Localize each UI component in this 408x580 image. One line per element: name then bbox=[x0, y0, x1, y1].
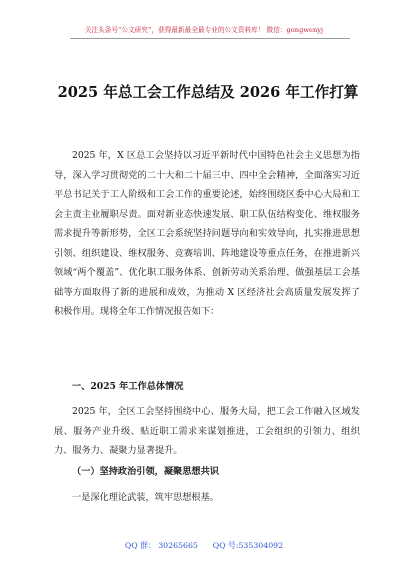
header-divider bbox=[70, 38, 350, 39]
subsection-heading: （一）坚持政治引领，凝聚思想共识 bbox=[72, 466, 219, 477]
subsection-paragraph: 一是深化理论武装，筑牢思想根基。 bbox=[72, 492, 219, 503]
header-promo-note: 关注头条号“公文研究”，获得最新最全最专业的公文资料库！ 微信：gongwenyj bbox=[84, 26, 324, 34]
footer-contact-info: QQ 群： 30265665 QQ 号:535304092 bbox=[124, 541, 284, 550]
intro-paragraph: 2025 年，X 区总工会坚持以习近平新时代中国特色社会主义思想为指导，深入学习贯彻党的二十大和二十届三中、四中全会精神，全面落实习近平总书记关于工人阶级和工会工作的重要论述，始终围绕区委中心大局和工会主责主业履职尽责。面对新业态快速发展、职工队伍结构变化、维权服务需求提升等新形势，全区工会系统坚持问题导向和实效导向，扎实推进思想引领、组织建设、维权服务、竞赛培训、阵地建设等重点任务，在推进新兴领域“两个覆盖”、优化职工服务体系、创新劳动关系治理、做强基层工会基础等方面取得了新的进展和成效，为推动 X 区经济社会高质量发展发挥了积极作用。现将全年工作情况报告如下： bbox=[54, 150, 360, 317]
section-paragraph: 2025 年，全区工会坚持围绕中心、服务大局，把工会工作融入区域发展、服务产业升级、贴近职工需求来谋划推进，工会组织的引领力、组织力、服务力、凝聚力显著提升。 bbox=[54, 406, 360, 456]
document-title: 2025 年总工会工作总结及 2026 年工作打算 bbox=[57, 84, 359, 101]
section-heading: 一、2025 年工作总体情况 bbox=[72, 381, 184, 392]
